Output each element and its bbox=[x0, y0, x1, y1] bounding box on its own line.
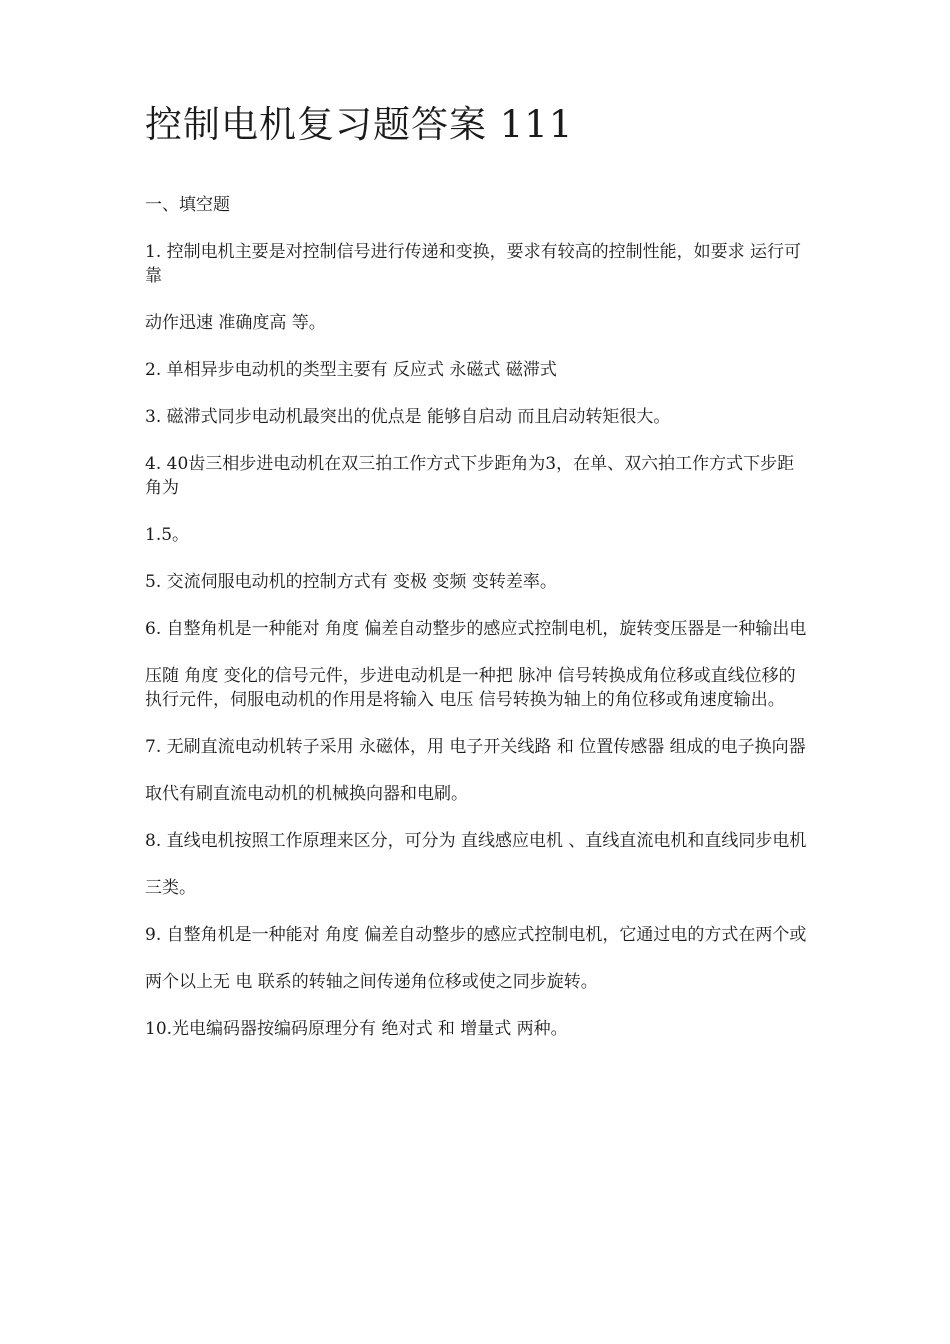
paragraph: 6. 自整角机是一种能对 角度 偏差自动整步的感应式控制电机，旋转变压器是一种输出电 bbox=[145, 619, 807, 639]
paragraph: 9. 自整角机是一种能对 角度 偏差自动整步的感应式控制电机，它通过电的方式在两个或 bbox=[145, 925, 807, 945]
paragraph: 8. 直线电机按照工作原理来区分，可分为 直线感应电机 、直线直流电机和直线同步电机 bbox=[145, 831, 807, 851]
paragraph: 1. 控制电机主要是对控制信号进行传递和变换，要求有较高的控制性能，如要求 运行可靠 bbox=[145, 242, 802, 286]
paragraph: 动作迅速 准确度高 等。 bbox=[145, 313, 326, 333]
paragraph: 压随 角度 变化的信号元件，步进电动机是一种把 脉冲 信号转换成角位移或直线位移的执行元件，伺服电动机的作用是将输入 电压 信号转换为轴上的角位移或角速度输出。 bbox=[145, 666, 796, 710]
paragraph: 10.光电编码器按编码原理分有 绝对式 和 增量式 两种。 bbox=[145, 1019, 568, 1039]
paragraph: 4. 40齿三相步进电动机在双三拍工作方式下步距角为3，在单、双六拍工作方式下步距角为 bbox=[145, 454, 795, 498]
paragraph: 两个以上无 电 联系的转轴之间传递角位移或使之同步旋转。 bbox=[145, 972, 598, 992]
section-heading: 一、填空题 bbox=[145, 195, 230, 215]
paragraph: 3. 磁滞式同步电动机最突出的优点是 能够自启动 而且启动转矩很大。 bbox=[145, 407, 671, 427]
paragraph: 2. 单相异步电动机的类型主要有 反应式 永磁式 磁滞式 bbox=[145, 360, 557, 380]
document-page bbox=[145, 95, 810, 1064]
paragraph: 5. 交流伺服电动机的控制方式有 变极 变频 变转差率。 bbox=[145, 572, 557, 592]
paragraph: 1.5。 bbox=[145, 525, 190, 545]
paragraph: 7. 无刷直流电动机转子采用 永磁体，用 电子开关线路 和 位置传感器 组成的电子换向器 bbox=[145, 737, 806, 757]
paragraph: 取代有刷直流电动机的机械换向器和电刷。 bbox=[145, 784, 468, 804]
document-title: 控制电机复习题答案 111 bbox=[145, 103, 574, 146]
paragraph: 三类。 bbox=[145, 878, 196, 898]
